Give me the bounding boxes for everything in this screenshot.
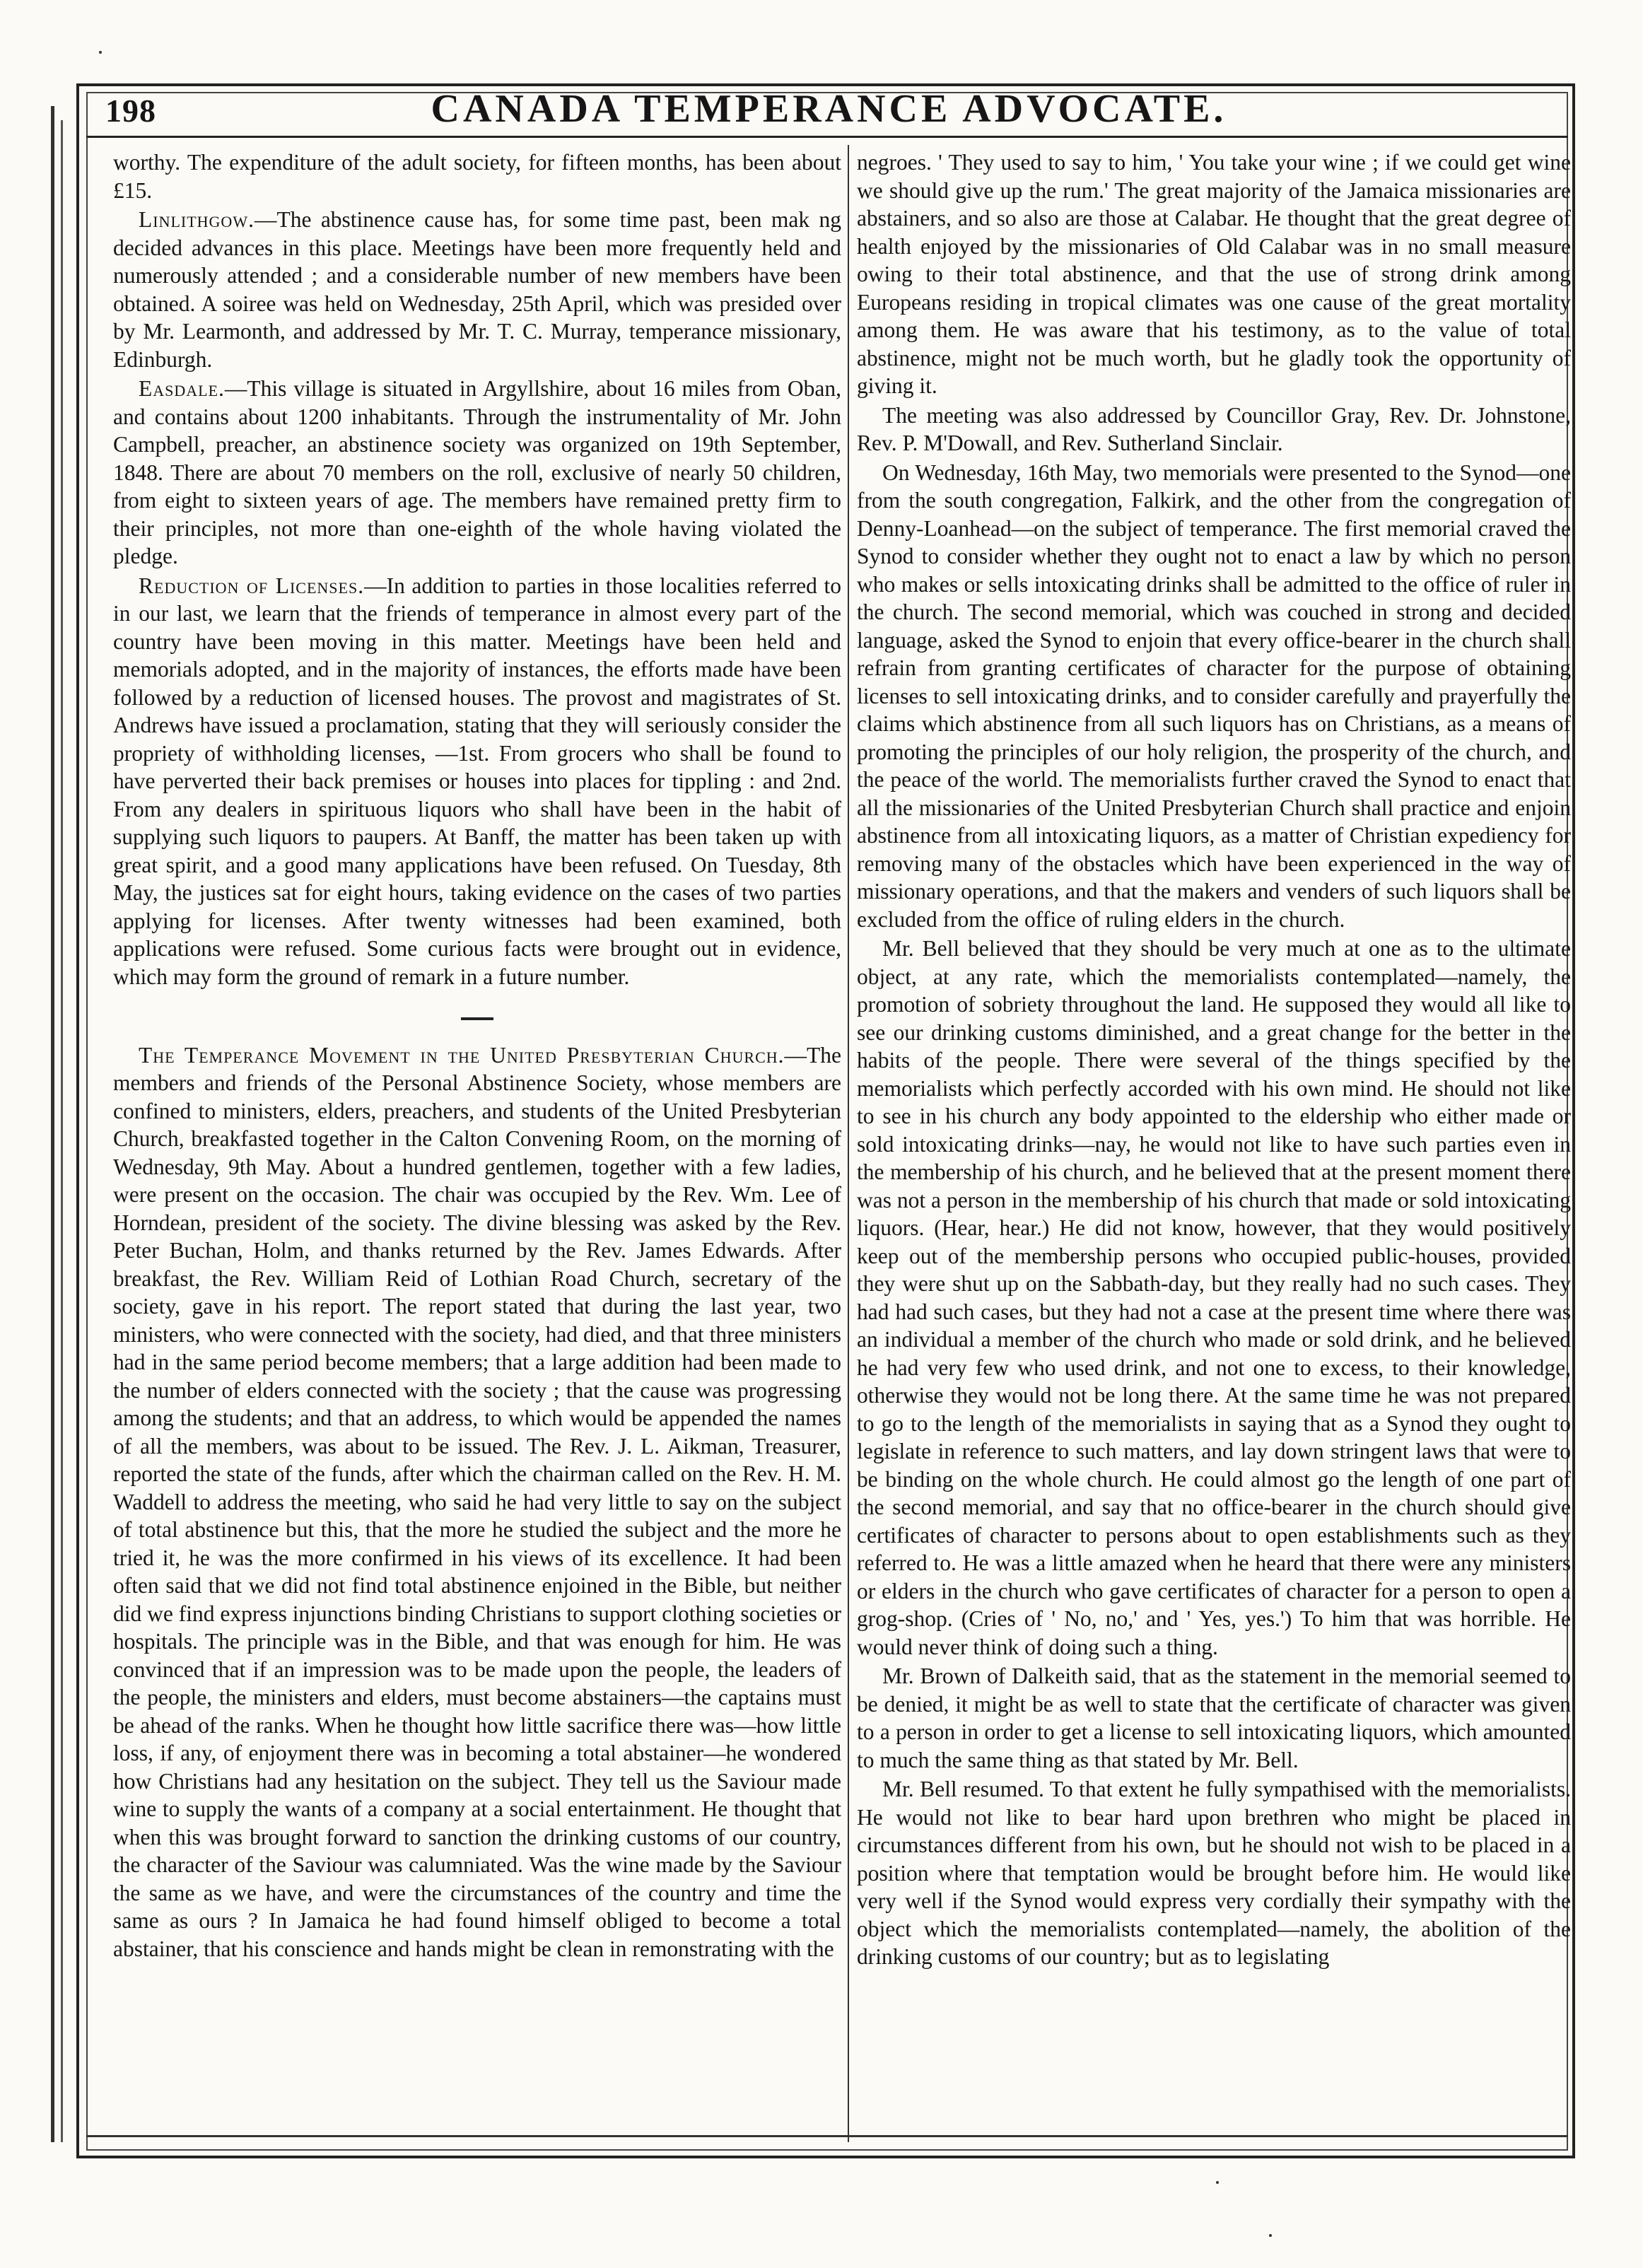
paragraph: The meeting was also addressed by Councillor Gray, Rev. Dr. Johnstone, Rev. P. M'Dowall, and Rev. Sutherland Sinclair. <box>857 402 1571 455</box>
paragraph-temperance-movement: The Temperance Movement in the United Presbyterian Church.—The members and friends of the Personal Abstinence Society, whose members are confined to ministers, elders, preachers, and students of the United Presbyterian Church, breakfasted together in the Calton Convening Room, on the morning of Wednesday, 9th May. About a hundred gentlemen, together with a few ladies, were present on the occasion. The chair was occupied by the Rev. Wm. Lee of Horndean, president of the society. The divine blessing was asked by the Rev. Peter Buchan, Holm, and thanks returned by the Rev. James Edwards. After breakfast, the Rev. William Reid of Lothian Road Church, secretary of the society, gave in his report. The report stated that during the last year, two ministers, who were connected with the society, had died, and that three ministers had in the same period become members; that a large addition had been made to the number of elders connected with the society ; that the cause was progressing among the students; and that an address, to which would be appended the names of all the members, was about to be issued. The Rev. J. L. Aikman, Treasurer, reported the state of the funds, after which the chairman called on the Rev. H. M. Waddell to address the meeting, who said he had very little to say on the subject of total abstinence but this, that the more he studied the subject and the more he tried it, he was the more confirmed in his views of its excellence. It had been often said that we did not find total abstinence enjoined in the Bible, but neither did we find express injunctions binding Christians to support clothing societies or hospitals. The principle was in the Bible, and that was enough for him. He was convinced that if an impression was to be made upon the people, the leaders of the people, the ministers and elders, must become abstainers—the captains must be ahead of the ranks. When he thought how little sacrifice there was—how little loss, if any, of enjoyment there was in becoming a total abstainer—he wondered how Christians had any hesitation on the subject. They tell us the Saviour made wine to supply the wants of a company at a social entertainment. He thought that when this was brought forward to sanction the drinking customs of our country, the character of the Saviour was calumniated. Was the wine made by the Saviour the same as we have, and were the circumstances of the country and time the same as ours ? In Jamaica he had found himself obliged to become a total abstainer, that his conscience and hands might be clean in remonstrating with the <box>113 1042 841 1961</box>
paragraph-licenses: Reduction of Licenses.—In addition to parties in those localities referred to in our last, we learn that the friends of temperance in almost every part of the country have been moving in this matter. Meetings have been held and memorials adopted, and in the majority of instances, the efforts made have been followed by a reduction of licensed houses. The provost and magistrates of St. Andrews have issued a proclamation, stating that they will seriously consider the propriety of withholding licenses, —1st. From grocers who shall be found to have perverted their back premises or houses into places for tippling : and 2nd. From any dealers in spirituous liquors who shall have been in the habit of supplying such liquors to paupers. At Banff, the matter has been taken up with great spirit, and a good many applications have been refused. On Tuesday, 8th May, the justices sat for eight hours, taking evidence on the cases of two parties applying for licenses. After twenty witnesses had been examined, both applications were refused. Some curious facts were brought out in evidence, which may form the ground of remark in a future number. <box>113 573 841 989</box>
paragraph-linlithgow: Linlithgow.—The abstinence cause has, for some time past, been mak ng decided advances in this place. Meetings have been more frequently held and numerously attended ; and a considerable number of new members have been obtained. A soiree was held on Wednesday, 25th April, which was presided over by Mr. Learmonth, and addressed by Mr. T. C. Murray, temperance missionary, Edinburgh. <box>113 207 841 372</box>
right-column <box>857 148 1571 2149</box>
print-speck <box>1216 2181 1219 2184</box>
column-divider <box>848 145 849 2142</box>
page-title: CANADA TEMPERANCE ADVOCATE. <box>431 87 1227 131</box>
paragraph: negroes. ' They used to say to him, ' You take your wine ; if we could get wine we should give up the rum.' The great majority of the Jamaica missionaries are abstainers, and so also are those at Calabar. He thought that the great degree of health enjoyed by the missionaries of Old Calabar was in no small measure owing to their total abstinence, and that the use of strong drink among Europeans residing in tropical climates was one cause of the great mortality among them. He was aware that his testimony, as to the value of total abstinence, might not be much worth, but he gladly took the opportunity of giving it. <box>857 150 1571 398</box>
page-number: 198 <box>105 93 156 129</box>
paragraph: Mr. Brown of Dalkeith said, that as the statement in the memorial seemed to be denied, it might be as well to state that the certificate of character was given to a person in order to get a license to sell intoxicating liquors, which amounted to much the same thing as that stated by Mr. Bell. <box>857 1664 1571 1772</box>
header-rule <box>86 136 1568 138</box>
footer-rule <box>86 2135 1568 2137</box>
paragraph-easdale: Easdale.—This village is situated in Argyllshire, about 16 miles from Oban, and contains about 1200 inhabitants. Through the instrumentality of Mr. John Campbell, preacher, an abstinence society was organized on 19th September, 1848. There are about 70 members on the roll, exclusive of nearly 50 children, from eight to sixteen years of age. The members have remained pretty firm to their principles, not more than one-eighth of the whole having violated the pledge. <box>113 376 841 568</box>
page-header <box>95 86 1562 131</box>
left-column <box>113 148 841 2149</box>
paragraph: worthy. The expenditure of the adult society, for fifteen months, has been about £15. <box>113 150 841 203</box>
page-edge-rule-inner <box>61 120 63 2142</box>
section-head: Easdale. <box>139 376 225 401</box>
section-head: Reduction of Licenses. <box>139 573 365 598</box>
paragraph: Mr. Bell believed that they should be very much at one as to the ultimate object, at any rate, which the memorialists contemplated—namely, the promotion of sobriety throughout the land. He supposed they would all like to see our drinking customs diminished, and a great change for the better in the habits of the people. There were several of the things specified by the memorialists which perfectly accorded with his own mind. He should not like to see in his church any body appointed to the eldership who either made or sold intoxicating drinks—nay, he would not like to have such parties even in the membership of his church, and he believed that at the present moment there was not a person in the membership of his church that made or sold intoxicating liquors. (Hear, hear.) He did not know, however, that they would positively keep out of the membership persons who occupied public-houses, provided they were shut up on the Sabbath-day, but they really had no such cases. They had had such cases, but they had not a case at the present time where there was an individual a member of the church who made or sold drink, and he believed he had very few who used drink, and not one to excess, to their knowledge, otherwise they would not be long there. At the same time he was not prepared to go to the length of the memorialists in saying that as a Synod they ought to legislate in reference to such matters, and lay down stringent laws that were to be binding on the whole church. He could almost go the length of one part of the second memorial, and say that no office-bearer in the church should give certificates of character to persons about to open establishments such as they referred to. He was a little amazed when he heard that there were any ministers or elders in the church who gave certificates of character for a person to open a grog-shop. (Cries of ' No, no,' and ' Yes, yes.') To him that was horrible. He would never think of doing such a thing. <box>857 936 1571 1659</box>
section-divider <box>113 999 841 1027</box>
section-head: Linlithgow. <box>139 207 255 232</box>
paragraph: Mr. Bell resumed. To that extent he fully sympathised with the memorialists. He would not like to bear hard upon brethren who might be placed in circumstances different from his own, but he should not wish to be placed in a position where that temptation would be brought before him. He would like very well if the Synod would express very cordially their sympathy with the object which the memorialists contemplated—namely, the abolition of the drinking customs of our country; but as to legislating <box>857 1777 1571 1969</box>
page-edge-rule <box>51 106 54 2142</box>
print-speck <box>99 51 102 54</box>
print-speck <box>1269 2234 1272 2237</box>
section-head: The Temperance Movement in the United Presbyterian Church. <box>139 1042 785 1068</box>
paragraph: On Wednesday, 16th May, two memorials were presented to the Synod—one from the south congregation, Falkirk, and the other from the congregation of Denny-Loanhead—on the subject of temperance. The first memorial craved the Synod to consider whether they ought not to enact a law by which no person who makes or sells intoxicating drinks shall be admitted to the office of ruler in the church. The second memorial, which was couched in strong and decided language, asked the Synod to enjoin that every office-bearer in the church shall refrain from granting certificates of character for the purpose of obtaining licenses to sell intoxicating drinks, and to consider carefully and prayerfully the claims which abstinence from all such liquors has on Christians, as a means of promoting the principles of our holy religion, the prosperity of the church, and the peace of the world. The memorialists further craved the Synod to enact that all the missionaries of the United Presbyterian Church shall practice and enjoin abstinence from all intoxicating liquors, as a matter of Christian expediency for removing many of the obstacles which have been experienced in the way of missionary operations, and that the makers and venders of such liquors shall be excluded from the office of ruling elders in the church. <box>857 460 1571 932</box>
